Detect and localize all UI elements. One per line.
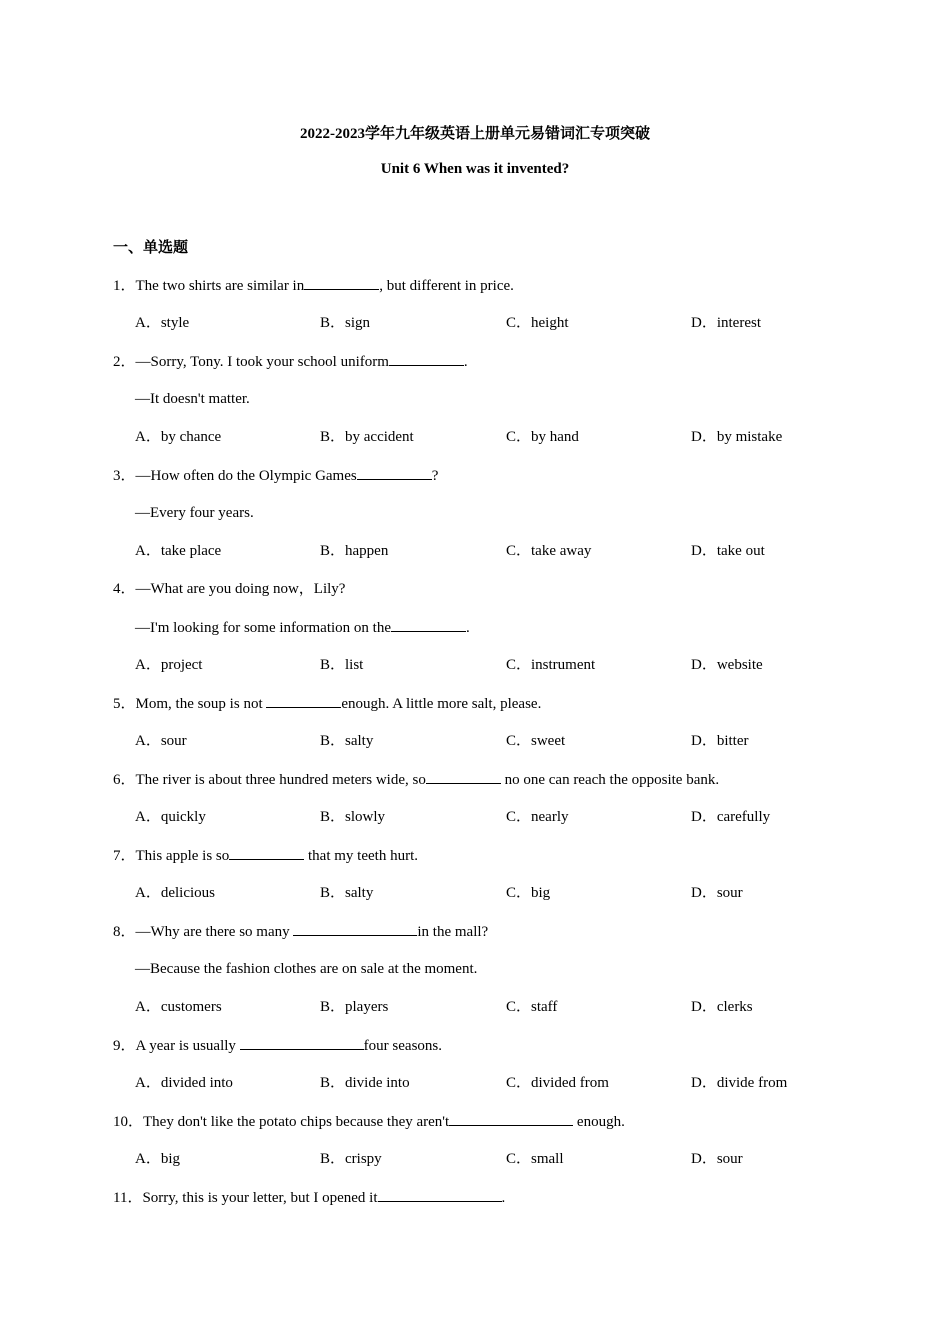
document-subtitle: Unit 6 When was it invented? (380, 161, 570, 177)
answer-blank (240, 1035, 364, 1050)
option-b[interactable]: B．crispy (320, 1151, 382, 1167)
option-a[interactable]: A．divided into (135, 1075, 233, 1091)
answer-blank (391, 617, 466, 632)
option-a[interactable]: A．project (135, 657, 203, 673)
question-10: 10．They don't like the potato chips because they aren't enough. (113, 1111, 625, 1132)
question-1: 1．The two shirts are similar in , but different in price. (113, 275, 514, 296)
question-3: 3．—How often do the Olympic Games ? (113, 465, 438, 486)
option-c[interactable]: C．by hand (506, 429, 579, 445)
option-d[interactable]: D．sour (691, 885, 743, 901)
option-a[interactable]: A．style (135, 315, 190, 331)
option-b[interactable]: B．slowly (320, 809, 386, 825)
question-9: 9．A year is usually four seasons. (113, 1035, 442, 1056)
option-c[interactable]: C．staff (506, 999, 558, 1015)
option-d[interactable]: D．clerks (691, 999, 753, 1015)
option-b[interactable]: B．salty (320, 733, 374, 749)
option-c[interactable]: C．instrument (506, 657, 596, 673)
option-b[interactable]: B．happen (320, 543, 389, 559)
option-a[interactable]: A．customers (135, 999, 222, 1015)
answer-blank (426, 769, 501, 784)
option-c[interactable]: C．divided from (506, 1075, 609, 1091)
option-c[interactable]: C．small (506, 1151, 564, 1167)
dialogue-reply: —Because the fashion clothes are on sale at the moment. (135, 961, 478, 977)
section-heading: 一、单选题 (113, 240, 189, 256)
option-d[interactable]: D．interest (691, 315, 761, 331)
option-a[interactable]: A．sour (135, 733, 187, 749)
answer-blank (389, 351, 464, 366)
dialogue-reply: —Every four years. (135, 505, 254, 521)
option-d[interactable]: D．take out (691, 543, 765, 559)
option-d[interactable]: D．by mistake (691, 429, 783, 445)
option-d[interactable]: D．sour (691, 1151, 743, 1167)
question-7: 7．This apple is so that my teeth hurt. (113, 845, 418, 866)
option-b[interactable]: B．divide into (320, 1075, 410, 1091)
document-title: 2022-2023学年九年级英语上册单元易错词汇专项突破 (300, 126, 650, 142)
option-c[interactable]: C．height (506, 315, 569, 331)
option-c[interactable]: C．take away (506, 543, 592, 559)
option-a[interactable]: A．big (135, 1151, 181, 1167)
question-2: 2．—Sorry, Tony. I took your school uniform . (113, 351, 468, 372)
option-d[interactable]: D．website (691, 657, 763, 673)
dialogue-reply: —It doesn't matter. (135, 391, 250, 407)
option-a[interactable]: A．delicious (135, 885, 215, 901)
option-b[interactable]: B．players (320, 999, 389, 1015)
option-a[interactable]: A．take place (135, 543, 222, 559)
answer-blank (229, 845, 304, 860)
answer-blank (449, 1111, 573, 1126)
option-b[interactable]: B．sign (320, 315, 371, 331)
option-d[interactable]: D．divide from (691, 1075, 788, 1091)
answer-blank (266, 693, 341, 708)
answer-blank (293, 921, 417, 936)
question-8: 8．—Why are there so many in the mall? (113, 921, 488, 942)
dialogue-reply: —I'm looking for some information on the . (135, 617, 470, 638)
option-b[interactable]: B．list (320, 657, 364, 673)
option-c[interactable]: C．sweet (506, 733, 566, 749)
answer-blank (378, 1187, 502, 1202)
answer-blank (304, 275, 379, 290)
question-6: 6．The river is about three hundred meters wide, so no one can reach the opposite bank. (113, 769, 719, 790)
option-b[interactable]: B．salty (320, 885, 374, 901)
answer-blank (357, 465, 432, 480)
option-b[interactable]: B．by accident (320, 429, 414, 445)
option-c[interactable]: C．big (506, 885, 551, 901)
option-a[interactable]: A．by chance (135, 429, 222, 445)
option-a[interactable]: A．quickly (135, 809, 206, 825)
option-d[interactable]: D．carefully (691, 809, 771, 825)
question-11: 11．Sorry, this is your letter, but I opened it . (113, 1187, 505, 1208)
option-c[interactable]: C．nearly (506, 809, 569, 825)
option-d[interactable]: D．bitter (691, 733, 749, 749)
question-4: 4．—What are you doing now，Lily? (113, 581, 346, 597)
question-5: 5．Mom, the soup is not enough. A little more salt, please. (113, 693, 541, 714)
